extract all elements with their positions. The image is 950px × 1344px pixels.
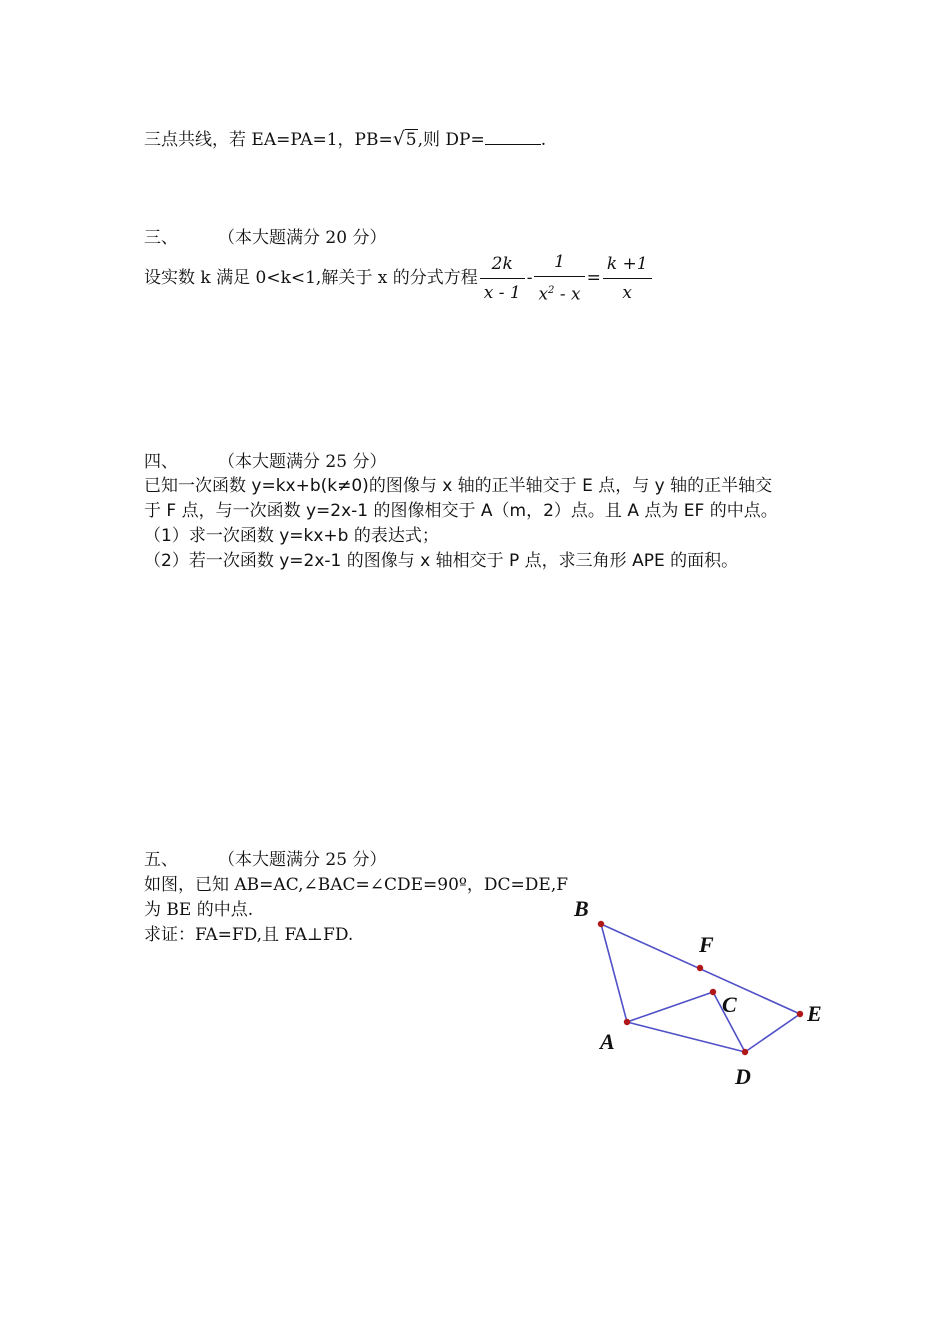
- label-A: A: [600, 1029, 615, 1054]
- section-number: 四、: [144, 452, 178, 472]
- section-score: （本大题满分 25 分）: [218, 452, 387, 472]
- section-5-line-3: 求证：FA=FD,且 FA⊥FD.: [144, 925, 354, 945]
- label-F: F: [699, 932, 714, 957]
- section-4-question-2: （2）若一次函数 y=2x-1 的图像与 x 轴相交于 P 点，求三角形 APE 的面积。: [144, 551, 739, 571]
- period: .: [540, 130, 547, 150]
- fraction-3: $\frac{k +1}{x}$: [603, 252, 652, 305]
- label-C: C: [722, 992, 737, 1017]
- label-E: E: [807, 1001, 822, 1026]
- point-F: [697, 965, 703, 971]
- section-5-line-2: 为 BE 的中点.: [144, 900, 254, 920]
- label-B: B: [574, 896, 589, 921]
- section-5-line-1: 如图，已知 AB=AC,∠BAC=∠CDE=90º，DC=DE,F: [144, 875, 569, 895]
- point-C: [710, 989, 716, 995]
- sqrt-expression: √ 5: [392, 128, 417, 150]
- segment-AD: [627, 1022, 745, 1052]
- segment-BA: [601, 924, 627, 1022]
- segment-AC: [627, 992, 713, 1022]
- section-score: （本大题满分 25 分）: [218, 850, 387, 870]
- equals-sign: =: [586, 268, 601, 289]
- section-4-line-1: 已知一次函数 y=kx+b(k≠0)的图像与 x 轴的正半轴交于 E 点，与 y 轴的正半轴交: [144, 476, 773, 496]
- problem-text: 设实数 k 满足 0<k<1,解关于 x 的分式方程: [144, 268, 478, 289]
- fraction-1: $\frac{2k}{x - 1}$: [480, 252, 525, 305]
- fraction-2: $\frac{1}{x^2 - x}$: [534, 250, 584, 307]
- point-E: [797, 1011, 803, 1017]
- question-text-2: ,则 DP=: [417, 130, 485, 150]
- section-4-question-1: （1）求一次函数 y=kx+b 的表达式；: [144, 526, 439, 546]
- section-score: （本大题满分 20 分）: [218, 228, 387, 248]
- label-D: D: [735, 1064, 751, 1089]
- point-B: [598, 921, 604, 927]
- point-A: [624, 1019, 630, 1025]
- point-D: [742, 1049, 748, 1055]
- minus-sign: -: [526, 268, 533, 289]
- section-number: 三、: [144, 228, 178, 248]
- question-text: 三点共线，若 EA=PA=1，PB=: [144, 130, 393, 150]
- segment-DE: [745, 1014, 800, 1052]
- section-4-line-2: 于 F 点，与一次函数 y=2x-1 的图像相交于 A（m，2）点。且 A 点为 EF 的中点。: [144, 501, 778, 521]
- section-number: 五、: [144, 850, 178, 870]
